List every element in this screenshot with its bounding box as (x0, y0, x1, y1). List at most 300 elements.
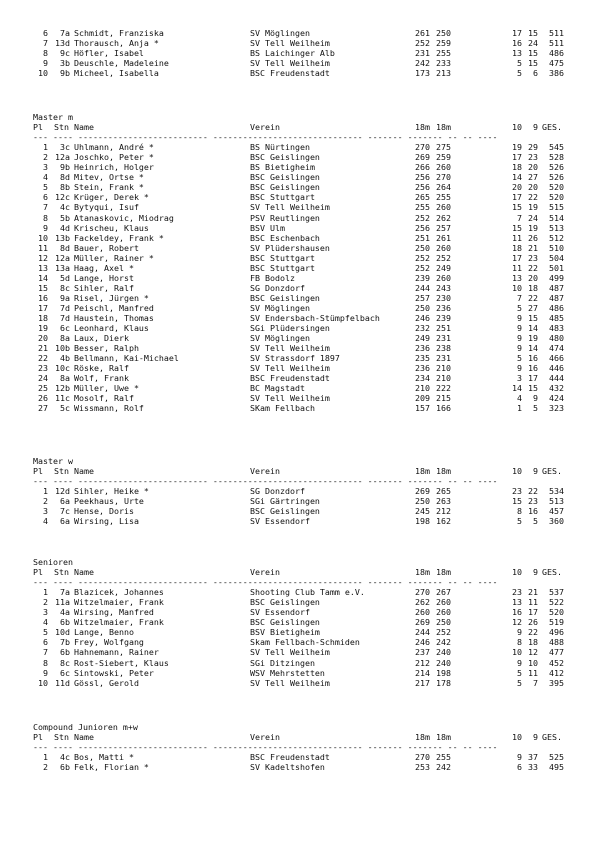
cell-m2: 230 (436, 292, 451, 303)
cell-pl: 2 (43, 597, 48, 608)
cell-ges: 511 (549, 38, 564, 49)
cell-t9: 12 (528, 647, 538, 658)
header-stn: Stn (54, 567, 69, 578)
cell-ges: 485 (549, 313, 564, 323)
cell-pl: 1 (43, 486, 48, 497)
table-row (0, 243, 595, 253)
table-row (0, 38, 595, 48)
cell-pl: 4 (43, 172, 48, 183)
cell-verein: SV Tell Weilheim (250, 38, 330, 49)
cell-t9: 37 (528, 752, 538, 763)
cell-verein: BSC Geislingen (250, 292, 320, 303)
cell-m1: 270 (415, 752, 430, 763)
cell-verein: SKam Fellbach (250, 403, 315, 414)
table-header (0, 567, 595, 577)
cell-m1: 252 (415, 212, 430, 223)
cell-verein: SV Tell Weilheim (250, 343, 330, 354)
cell-verein: BSC Freudenstadt (250, 752, 330, 763)
cell-m2: 260 (436, 242, 451, 253)
cell-t9: 24 (528, 38, 538, 49)
cell-m1: 250 (415, 496, 430, 507)
cell-pl: 7 (43, 38, 48, 49)
table-row (0, 678, 595, 688)
cell-stn: 6b (60, 647, 70, 658)
separator-line: --- ---- -------------------------- ------------------------------ ------- ------- -- -- ---- (33, 132, 498, 143)
cell-m2: 275 (436, 142, 451, 153)
header-t9: 9 (533, 732, 538, 743)
cell-pl: 1 (43, 752, 48, 763)
cell-m1: 250 (415, 302, 430, 313)
cell-pl: 20 (38, 333, 48, 344)
header-m1: 18m (415, 466, 430, 477)
cell-ges: 486 (549, 48, 564, 59)
cell-m2: 212 (436, 506, 451, 517)
cell-t10: 16 (512, 607, 522, 618)
cell-m1: 214 (415, 667, 430, 678)
cell-t9: 29 (528, 142, 538, 153)
cell-pl: 15 (38, 282, 48, 293)
cell-ges: 466 (549, 353, 564, 364)
table-row (0, 333, 595, 343)
cell-m2: 250 (436, 617, 451, 628)
cell-pl: 23 (38, 363, 48, 374)
cell-ges: 513 (549, 496, 564, 507)
cell-m2: 261 (436, 232, 451, 243)
cell-name: Atanaskovic, Miodrag (74, 212, 174, 223)
cell-verein: PSV Reutlingen (250, 212, 320, 223)
cell-pl: 10 (38, 68, 48, 79)
cell-ges: 457 (549, 506, 564, 517)
table-separator (0, 132, 595, 142)
cell-ges: 446 (549, 363, 564, 374)
table-header (0, 122, 595, 132)
cell-m2: 215 (436, 393, 451, 404)
cell-name: Stein, Frank * (74, 182, 144, 193)
cell-m1: 252 (415, 262, 430, 273)
cell-t10: 15 (512, 496, 522, 507)
cell-t10: 9 (517, 657, 522, 668)
table-row (0, 68, 595, 78)
cell-t10: 11 (512, 262, 522, 273)
section-title (0, 112, 595, 122)
cell-verein: BSC Stuttgart (250, 262, 315, 273)
cell-ges: 512 (549, 232, 564, 243)
cell-m2: 210 (436, 363, 451, 374)
header-ges: GES. (542, 732, 562, 743)
cell-t9: 16 (528, 506, 538, 517)
cell-t10: 13 (512, 597, 522, 608)
cell-m2: 222 (436, 383, 451, 394)
cell-stn: 7d (60, 313, 70, 323)
header-t9: 9 (533, 122, 538, 133)
separator-line: --- ---- -------------------------- ------------------------------ ------- ------- -- -- ---- (33, 476, 498, 487)
cell-m1: 244 (415, 627, 430, 638)
cell-verein: BSC Eschenbach (250, 232, 320, 243)
cell-stn: 8d (60, 172, 70, 183)
cell-stn: 11d (55, 677, 70, 688)
cell-pl: 6 (43, 637, 48, 648)
table-row (0, 293, 595, 303)
cell-name: Krischeu, Klaus (74, 222, 149, 233)
cell-t10: 3 (517, 373, 522, 384)
cell-m2: 260 (436, 202, 451, 213)
cell-name: Krüger, Derek * (74, 192, 149, 203)
table-row (0, 393, 595, 403)
cell-m2: 252 (436, 252, 451, 263)
cell-verein: Shooting Club Tamm e.V. (250, 587, 365, 598)
cell-stn: 7b (60, 637, 70, 648)
cell-ges: 520 (549, 607, 564, 618)
cell-t10: 23 (512, 587, 522, 598)
cell-m2: 264 (436, 182, 451, 193)
cell-t9: 22 (528, 486, 538, 497)
table-row (0, 587, 595, 597)
header-m2: 18m (436, 466, 451, 477)
cell-stn: 7a (60, 28, 70, 38)
cell-verein: SV Essendorf (250, 607, 310, 618)
cell-t9: 14 (528, 343, 538, 354)
cell-m2: 260 (436, 607, 451, 618)
table-row (0, 383, 595, 393)
cell-ges: 534 (549, 486, 564, 497)
cell-name: Laux, Dierk (74, 333, 129, 344)
cell-m1: 249 (415, 333, 430, 344)
cell-m1: 253 (415, 762, 430, 773)
table-row (0, 253, 595, 263)
cell-ges: 519 (549, 617, 564, 628)
table-header (0, 732, 595, 742)
cell-t9: 27 (528, 172, 538, 183)
cell-m2: 162 (436, 516, 451, 527)
cell-name: Blazicek, Johannes (74, 587, 164, 598)
cell-stn: 12d (55, 486, 70, 497)
cell-t9: 26 (528, 617, 538, 628)
cell-name: Bos, Matti * (74, 752, 134, 763)
cell-m1: 250 (415, 242, 430, 253)
cell-m2: 257 (436, 222, 451, 233)
cell-pl: 22 (38, 353, 48, 364)
cell-ges: 522 (549, 597, 564, 608)
table-row (0, 647, 595, 657)
table-row (0, 58, 595, 68)
cell-m1: 246 (415, 313, 430, 323)
cell-stn: 7d (60, 302, 70, 313)
cell-m1: 252 (415, 252, 430, 263)
cell-t9: 20 (528, 272, 538, 283)
cell-m1: 198 (415, 516, 430, 527)
cell-name: Bellmann, Kai-Michael (74, 353, 179, 364)
cell-stn: 9b (60, 68, 70, 79)
table-row (0, 607, 595, 617)
cell-t10: 9 (517, 627, 522, 638)
cell-name: Schmidt, Franziska (74, 28, 164, 38)
cell-ges: 526 (549, 162, 564, 173)
cell-ges: 487 (549, 292, 564, 303)
cell-verein: SGi Plüdersingen (250, 323, 330, 334)
cell-stn: 6c (60, 323, 70, 334)
cell-ges: 412 (549, 667, 564, 678)
cell-m2: 263 (436, 496, 451, 507)
table-row (0, 486, 595, 496)
cell-name: Sintowski, Peter (74, 667, 154, 678)
cell-m1: 209 (415, 393, 430, 404)
cell-t9: 15 (528, 28, 538, 38)
cell-name: Haag, Axel * (74, 262, 134, 273)
cell-ges: 504 (549, 252, 564, 263)
cell-t9: 17 (528, 607, 538, 618)
table-row (0, 353, 595, 363)
cell-ges: 488 (549, 637, 564, 648)
cell-name: Hense, Doris (74, 506, 134, 517)
cell-t10: 9 (517, 363, 522, 374)
cell-m2: 259 (436, 152, 451, 163)
cell-m2: 265 (436, 486, 451, 497)
cell-name: Thorausch, Anja * (74, 38, 159, 49)
cell-stn: 13b (55, 232, 70, 243)
cell-ges: 444 (549, 373, 564, 384)
cell-ges: 432 (549, 383, 564, 394)
cell-m2: 243 (436, 282, 451, 293)
cell-name: Besser, Ralph (74, 343, 139, 354)
table-row (0, 506, 595, 516)
section-title (0, 557, 595, 567)
cell-m2: 242 (436, 762, 451, 773)
cell-m2: 236 (436, 302, 451, 313)
table-row (0, 283, 595, 293)
cell-ges: 537 (549, 587, 564, 598)
cell-m1: 235 (415, 353, 430, 364)
cell-t10: 9 (517, 323, 522, 334)
cell-t10: 10 (512, 647, 522, 658)
cell-m1: 269 (415, 617, 430, 628)
cell-t9: 26 (528, 232, 538, 243)
cell-m1: 270 (415, 142, 430, 153)
cell-name: Leonhard, Klaus (74, 323, 149, 334)
table-row (0, 668, 595, 678)
cell-t10: 4 (517, 393, 522, 404)
cell-m1: 251 (415, 232, 430, 243)
cell-pl: 7 (43, 647, 48, 658)
cell-pl: 24 (38, 373, 48, 384)
cell-t9: 20 (528, 162, 538, 173)
cell-m2: 260 (436, 272, 451, 283)
cell-ges: 511 (549, 28, 564, 38)
cell-verein: SV Möglingen (250, 302, 310, 313)
cell-verein: SV Strassdorf 1897 (250, 353, 340, 364)
cell-t10: 5 (517, 353, 522, 364)
cell-pl: 5 (43, 182, 48, 193)
cell-m2: 231 (436, 333, 451, 344)
cell-t9: 6 (533, 68, 538, 79)
cell-ges: 475 (549, 58, 564, 69)
table-row (0, 223, 595, 233)
table-row (0, 273, 595, 283)
cell-m2: 213 (436, 68, 451, 79)
cell-verein: SV Plüdershausen (250, 242, 330, 253)
cell-verein: BSC Geislingen (250, 152, 320, 163)
header-m1: 18m (415, 732, 430, 743)
cell-t9: 15 (528, 48, 538, 59)
table-row (0, 263, 595, 273)
header-m1: 18m (415, 567, 430, 578)
cell-m2: 238 (436, 343, 451, 354)
cell-t10: 20 (512, 182, 522, 193)
header-ges: GES. (542, 466, 562, 477)
cell-m1: 210 (415, 383, 430, 394)
cell-stn: 8a (60, 333, 70, 344)
header-t10: 10 (512, 732, 522, 743)
table-row (0, 658, 595, 668)
cell-t9: 22 (528, 262, 538, 273)
cell-verein: BSC Geislingen (250, 172, 320, 183)
cell-pl: 25 (38, 383, 48, 394)
header-pl: Pl (33, 466, 43, 477)
cell-verein: SG Donzdorf (250, 486, 305, 497)
cell-t10: 7 (517, 212, 522, 223)
cell-ges: 499 (549, 272, 564, 283)
cell-t10: 18 (512, 162, 522, 173)
cell-t9: 15 (528, 313, 538, 323)
cell-verein: WSV Mehrstetten (250, 667, 325, 678)
cell-name: Müller, Rainer * (74, 252, 154, 263)
table-row (0, 182, 595, 192)
cell-stn: 4c (60, 752, 70, 763)
cell-name: Lange, Benno (74, 627, 134, 638)
cell-t10: 16 (512, 38, 522, 49)
table-row (0, 213, 595, 223)
table-separator (0, 742, 595, 752)
cell-verein: BSC Freudenstadt (250, 68, 330, 79)
cell-name: Fackeldey, Frank * (74, 232, 164, 243)
cell-stn: 4a (60, 607, 70, 618)
cell-pl: 9 (43, 222, 48, 233)
table-row (0, 233, 595, 243)
table-row (0, 363, 595, 373)
cell-stn: 6b (60, 617, 70, 628)
cell-pl: 6 (43, 28, 48, 38)
cell-ges: 487 (549, 282, 564, 293)
cell-name: Joschko, Peter * (74, 152, 154, 163)
cell-verein: SV Tell Weilheim (250, 58, 330, 69)
cell-ges: 323 (549, 403, 564, 414)
cell-m1: 244 (415, 282, 430, 293)
cell-t10: 17 (512, 28, 522, 38)
cell-verein: BSC Stuttgart (250, 252, 315, 263)
header-t9: 9 (533, 466, 538, 477)
header-t10: 10 (512, 466, 522, 477)
cell-t9: 19 (528, 222, 538, 233)
cell-verein: SV Tell Weilheim (250, 393, 330, 404)
cell-m2: 259 (436, 38, 451, 49)
cell-verein: BSC Freudenstadt (250, 373, 330, 384)
cell-t10: 19 (512, 142, 522, 153)
cell-pl: 17 (38, 302, 48, 313)
cell-t10: 5 (517, 667, 522, 678)
table-row (0, 152, 595, 162)
table-row (0, 192, 595, 202)
cell-t9: 14 (528, 323, 538, 334)
cell-pl: 9 (43, 58, 48, 69)
cell-m2: 240 (436, 657, 451, 668)
cell-name: Mosolf, Ralf (74, 393, 134, 404)
cell-m2: 166 (436, 403, 451, 414)
cell-m1: 260 (415, 607, 430, 618)
cell-ges: 480 (549, 333, 564, 344)
cell-t9: 19 (528, 333, 538, 344)
cell-t10: 9 (517, 752, 522, 763)
cell-m1: 266 (415, 162, 430, 173)
cell-t9: 22 (528, 627, 538, 638)
table-row (0, 762, 595, 772)
cell-m1: 256 (415, 222, 430, 233)
cell-name: Peekhaus, Urte (74, 496, 144, 507)
cell-name: Frey, Wolfgang (74, 637, 144, 648)
cell-pl: 1 (43, 587, 48, 598)
cell-ges: 424 (549, 393, 564, 404)
table-row (0, 617, 595, 627)
cell-m2: 255 (436, 752, 451, 763)
cell-pl: 4 (43, 516, 48, 527)
cell-stn: 9b (60, 162, 70, 173)
separator-line: --- ---- -------------------------- ------------------------------ ------- ------- -- -- ---- (33, 577, 498, 588)
cell-t10: 5 (517, 58, 522, 69)
cell-verein: SGi Gärtringen (250, 496, 320, 507)
cell-stn: 7c (60, 506, 70, 517)
cell-stn: 10b (55, 343, 70, 354)
cell-pl: 2 (43, 152, 48, 163)
cell-stn: 13d (55, 38, 70, 49)
section-title-text: Compound Junioren m+w (33, 722, 138, 732)
cell-verein: SV Tell Weilheim (250, 202, 330, 213)
section-title-text: Senioren (33, 557, 73, 567)
cell-name: Wirsing, Lisa (74, 516, 139, 527)
table-row (0, 303, 595, 313)
cell-name: Peischl, Manfred (74, 302, 154, 313)
cell-pl: 26 (38, 393, 48, 404)
cell-m1: 234 (415, 373, 430, 384)
cell-name: Wirsing, Manfred (74, 607, 154, 618)
cell-ges: 452 (549, 657, 564, 668)
cell-stn: 12a (55, 252, 70, 263)
cell-t10: 17 (512, 192, 522, 203)
cell-ges: 520 (549, 192, 564, 203)
cell-m2: 239 (436, 313, 451, 323)
header-pl: Pl (33, 732, 43, 743)
cell-t9: 15 (528, 58, 538, 69)
cell-verein: SV Tell Weilheim (250, 677, 330, 688)
cell-t9: 23 (528, 152, 538, 163)
cell-m1: 242 (415, 58, 430, 69)
cell-m1: 236 (415, 343, 430, 354)
cell-m1: 239 (415, 272, 430, 283)
cell-verein: BS Nürtingen (250, 142, 310, 153)
cell-stn: 6a (60, 516, 70, 527)
cell-ges: 360 (549, 516, 564, 527)
cell-ges: 496 (549, 627, 564, 638)
cell-pl: 6 (43, 192, 48, 203)
cell-verein: SGi Ditzingen (250, 657, 315, 668)
table-row (0, 162, 595, 172)
cell-m2: 231 (436, 353, 451, 364)
cell-pl: 8 (43, 212, 48, 223)
cell-pl: 10 (38, 232, 48, 243)
header-name: Name (74, 567, 94, 578)
cell-m2: 260 (436, 162, 451, 173)
header-t10: 10 (512, 122, 522, 133)
cell-m1: 252 (415, 38, 430, 49)
cell-t10: 17 (512, 152, 522, 163)
cell-pl: 27 (38, 403, 48, 414)
